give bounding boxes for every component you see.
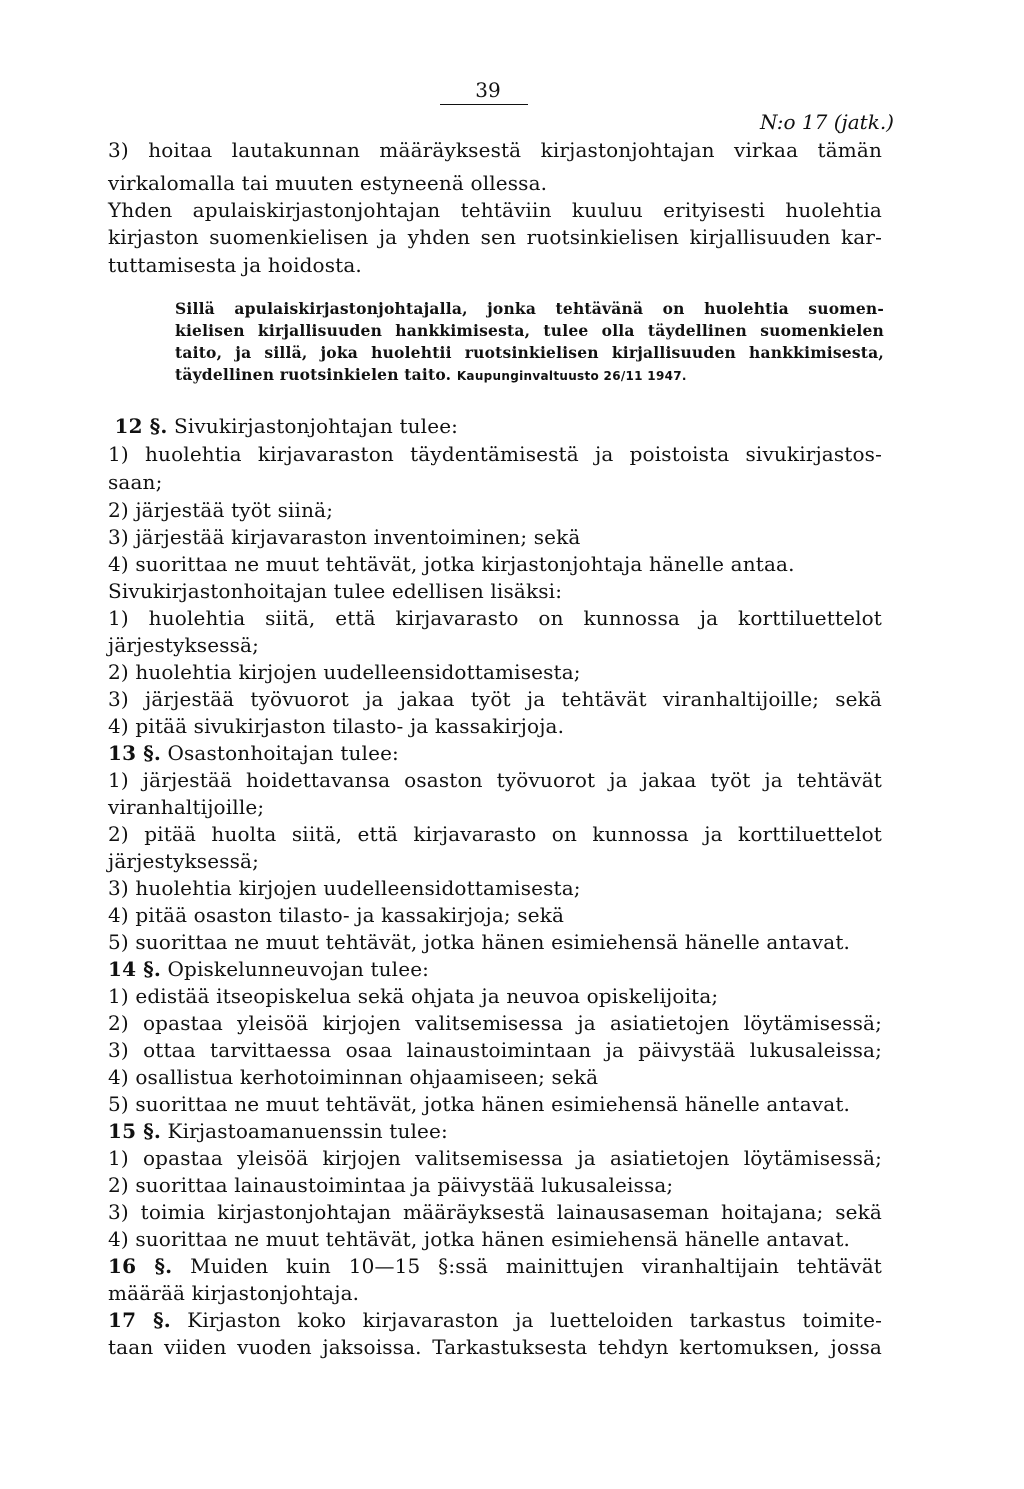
section-15-heading bbox=[108, 1118, 882, 1144]
text-line: 3) järjestää työvuorot ja jakaa työt ja tehtävät viranhaltijoille; sekä bbox=[108, 687, 882, 711]
note-line: kielisen kirjallisuuden hankkimisesta, tulee olla täydellinen suomenkielen bbox=[175, 321, 884, 340]
text-line: järjestyksessä; bbox=[108, 633, 259, 657]
section-title: Sivukirjastonjohtajan tulee: bbox=[167, 414, 459, 438]
text-line: 2) järjestää työt siinä; bbox=[108, 498, 334, 522]
text-line: 5) suorittaa ne muut tehtävät, jotka hänen esimiehensä hänelle antavat. bbox=[108, 930, 851, 954]
text-line: 2) pitää huolta siitä, että kirjavarasto on kunnossa ja korttiluettelot bbox=[108, 822, 882, 846]
section-number: 12 §. bbox=[114, 414, 168, 438]
text-line: viranhaltijoille; bbox=[108, 795, 265, 819]
text-line: kirjaston suomenkielisen ja yhden sen ruotsinkielisen kirjallisuuden kar- bbox=[108, 225, 882, 249]
section-title: Kirjaston koko kirjavaraston ja luetteloiden tarkastus toimite- bbox=[170, 1308, 882, 1332]
text-line: 3) toimia kirjastonjohtajan määräyksestä lainausaseman hoitajana; sekä bbox=[108, 1200, 882, 1224]
text-line: 4) pitää sivukirjaston tilasto- ja kassakirjoja. bbox=[108, 714, 565, 738]
note-line: Sillä apulaiskirjastonjohtajalla, jonka tehtävänä on huolehtia suomen- bbox=[175, 299, 884, 318]
page-number-rule bbox=[440, 104, 528, 105]
note-text: täydellinen ruotsinkielen taito. bbox=[175, 365, 452, 384]
text-line: järjestyksessä; bbox=[108, 849, 259, 873]
text-line: 3) hoitaa lautakunnan määräyksestä kirjastonjohtajan virkaa tämän bbox=[108, 138, 882, 162]
text-line: määrää kirjastonjohtaja. bbox=[108, 1281, 360, 1305]
text-line: 1) edistää itseopiskelua sekä ohjata ja neuvoa opiskelijoita; bbox=[108, 984, 719, 1008]
section-number: 13 §. bbox=[108, 741, 161, 765]
text-line: tuttamisesta ja hoidosta. bbox=[108, 253, 362, 277]
text-line: 1) huolehtia kirjavaraston täydentämisestä ja poistoista sivukirjastos- bbox=[108, 442, 882, 466]
section-17-heading bbox=[108, 1307, 882, 1333]
text-line: 2) suorittaa lainaustoimintaa ja päivystää lukusaleissa; bbox=[108, 1173, 674, 1197]
note-line bbox=[175, 364, 884, 387]
text-line: taan viiden vuoden jaksoissa. Tarkastuksesta tehdyn kertomuksen, jossa bbox=[108, 1335, 882, 1359]
text-line: 4) suorittaa ne muut tehtävät, jotka kirjastonjohtaja hänelle antaa. bbox=[108, 552, 795, 576]
note-source: Kaupunginvaltuusto 26/11 1947. bbox=[456, 369, 687, 383]
text-line: saan; bbox=[108, 470, 163, 494]
section-number: 14 §. bbox=[108, 957, 161, 981]
text-line: 4) osallistua kerhotoiminnan ohjaamiseen; sekä bbox=[108, 1065, 599, 1089]
section-13-heading bbox=[108, 740, 882, 766]
section-title: Muiden kuin 10—15 §:ssä mainittujen viranhaltijain tehtävät bbox=[172, 1254, 882, 1278]
section-14-heading bbox=[108, 956, 882, 982]
section-number: 17 §. bbox=[108, 1308, 171, 1332]
section-12-heading bbox=[108, 413, 882, 439]
text-line: 4) pitää osaston tilasto- ja kassakirjoja; sekä bbox=[108, 903, 565, 927]
section-number: 15 §. bbox=[108, 1119, 161, 1143]
section-number: 16 §. bbox=[108, 1254, 173, 1278]
text-line: 5) suorittaa ne muut tehtävät, jotka hänen esimiehensä hänelle antavat. bbox=[108, 1092, 851, 1116]
text-line: Yhden apulaiskirjastonjohtajan tehtäviin kuuluu erityisesti huolehtia bbox=[108, 198, 882, 222]
text-line: 1) opastaa yleisöä kirjojen valitsemisessa ja asiatietojen löytämisessä; bbox=[108, 1146, 882, 1170]
page-number: 39 bbox=[475, 78, 501, 102]
text-line: 1) huolehtia siitä, että kirjavarasto on kunnossa ja korttiluettelot bbox=[108, 606, 882, 630]
text-line: 2) huolehtia kirjojen uudelleensidottamisesta; bbox=[108, 660, 581, 684]
document-reference: N:o 17 (jatk.) bbox=[760, 110, 894, 134]
section-title: Opiskelunneuvojan tulee: bbox=[160, 957, 430, 981]
text-line: Sivukirjastonhoitajan tulee edellisen lisäksi: bbox=[108, 579, 563, 603]
text-line: 2) opastaa yleisöä kirjojen valitsemisessa ja asiatietojen löytämisessä; bbox=[108, 1011, 882, 1035]
text-line: 3) järjestää kirjavaraston inventoiminen; sekä bbox=[108, 525, 581, 549]
section-16-heading bbox=[108, 1253, 882, 1279]
section-title: Kirjastoamanuenssin tulee: bbox=[160, 1119, 448, 1143]
text-line: 4) suorittaa ne muut tehtävät, jotka hänen esimiehensä hänelle antavat. bbox=[108, 1227, 851, 1251]
text-line: virkalomalla tai muuten estyneenä ollessa. bbox=[108, 171, 548, 195]
text-line: 3) huolehtia kirjojen uudelleensidottamisesta; bbox=[108, 876, 581, 900]
text-line: 1) järjestää hoidettavansa osaston työvuorot ja jakaa työt ja tehtävät bbox=[108, 768, 882, 792]
text-line: 3) ottaa tarvittaessa osaa lainaustoimintaan ja päivystää lukusaleissa; bbox=[108, 1038, 882, 1062]
note-line: taito, ja sillä, joka huolehtii ruotsinkielisen kirjallisuuden hankkimisesta, bbox=[175, 343, 884, 362]
section-title: Osastonhoitajan tulee: bbox=[160, 741, 399, 765]
